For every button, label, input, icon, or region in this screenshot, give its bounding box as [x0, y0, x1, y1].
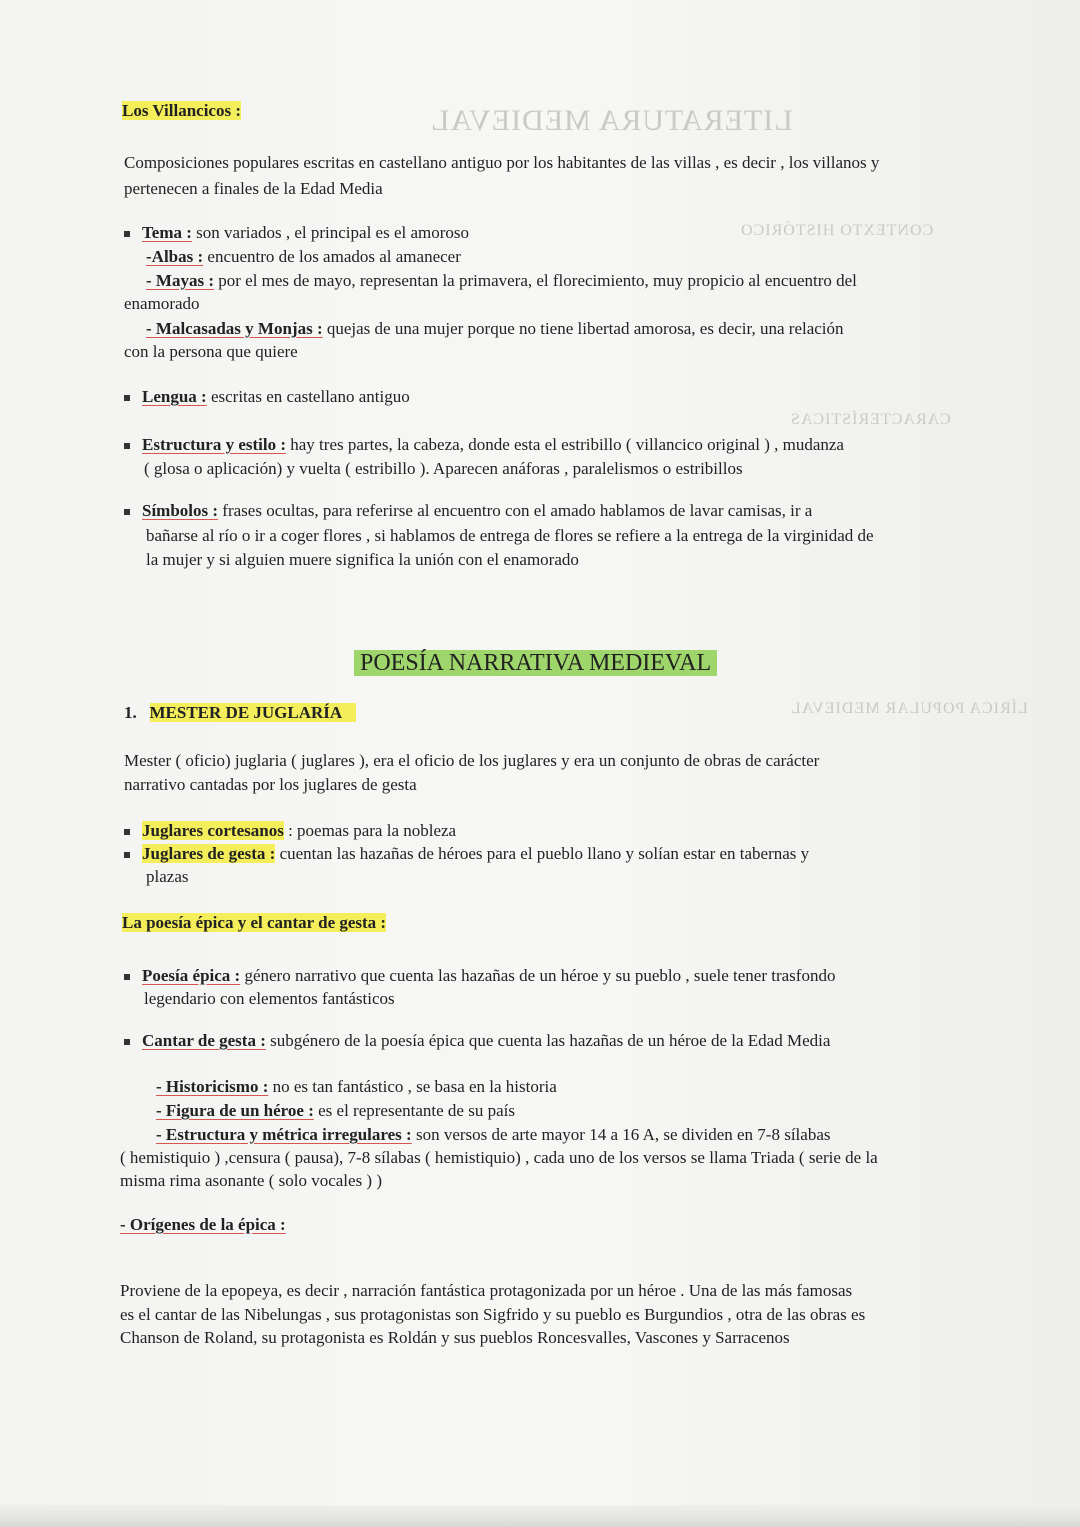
mayas-continuation: enamorado [124, 294, 200, 313]
estructura-metrica-item: - Estructura y métrica irregulares : son versos de arte mayor 14 a 16 A, se dividen en 7-8 sílabas [156, 1125, 831, 1144]
simbolos-continuation: bañarse al río o ir a coger flores , si hablamos de entrega de flores se refiere a la entrega de la virginidad de [146, 526, 874, 545]
simbolos-item: Símbolos : frases ocultas, para referirse al encuentro con el amado hablamos de lavar camisas, ir a [124, 500, 812, 521]
lengua-item: Lengua : escritas en castellano antiguo [124, 386, 410, 407]
estructura-metrica-continuation: ( hemistiquio ) ,censura ( pausa), 7-8 sílabas ( hemistiquio) , cada uno de los versos se llama Triada ( serie de la [120, 1148, 878, 1167]
bullet-icon [124, 1039, 130, 1045]
albas-item: -Albas : encuentro de los amados al amanecer [146, 247, 461, 266]
bullet-icon [124, 443, 130, 449]
origenes-paragraph-line: Proviene de la epopeya, es decir , narración fantástica protagonizada por un héroe . Una de las más famosas [120, 1281, 853, 1300]
show-through-heading: CARACTERÍSTICAS [790, 411, 951, 428]
villancicos-intro-line: Composiciones populares escritas en castellano antiguo por los habitantes de las villas , es decir , los villanos y [124, 153, 880, 172]
malcasadas-item: - Malcasadas y Monjas : quejas de una mujer porque no tiene libertad amorosa, es decir, una relación [146, 319, 844, 338]
estructura-continuation: ( glosa o aplicación) y vuelta ( estribillo ). Aparecen anáforas , paralelismos o estribillos [144, 459, 743, 478]
tema-item: Tema : son variados , el principal es el amoroso [124, 222, 469, 243]
origenes-paragraph-line: es el cantar de las Nibelungas , sus protagonistas son Sigfrido y su pueblo es Burgundios , otra de las obras es [120, 1305, 866, 1324]
bullet-icon [124, 852, 130, 858]
show-through-heading: LÍRICA POPULAR MEDIEVAL [790, 700, 1028, 717]
bullet-icon [124, 829, 130, 835]
cantar-gesta-item: Cantar de gesta : subgénero de la poesía épica que cuenta las hazañas de un héroe de la Edad Media [124, 1030, 830, 1051]
bullet-icon [124, 395, 130, 401]
estructura-metrica-continuation: misma rima asonante ( solo vocales ) ) [120, 1171, 383, 1190]
page-bottom-edge [0, 1505, 1080, 1527]
mester-paragraph-line: narrativo cantadas por los juglares de gesta [124, 775, 417, 794]
subsection-heading: 1. MESTER DE JUGLARÍA [124, 702, 356, 723]
poesia-epica-item: Poesía épica : género narrativo que cuenta las hazañas de un héroe y su pueblo , suele tener trasfondo [124, 965, 835, 986]
juglares-gesta-item: Juglares de gesta : cuentan las hazañas de héroes para el pueblo llano y solían estar en tabernas y [124, 843, 809, 864]
mester-paragraph-line: Mester ( oficio) juglaria ( juglares ), era el oficio de los juglares y era un conjunto de obras de carácter [124, 751, 820, 770]
bullet-icon [124, 974, 130, 980]
mayas-item: - Mayas : por el mes de mayo, representan la primavera, el florecimiento, muy propicio al encuentro del [146, 271, 857, 290]
poesia-epica-continuation: legendario con elementos fantásticos [144, 989, 395, 1008]
show-through-heading: CONTEXTO HISTÓRICO [740, 222, 934, 239]
simbolos-continuation: la mujer y si alguien muere significa la unión con el enamorado [146, 550, 579, 569]
juglares-cortesanos-item: Juglares cortesanos : poemas para la nobleza [124, 820, 456, 841]
villancicos-heading: Los Villancicos : [122, 101, 242, 120]
section-title: POESÍA NARRATIVA MEDIEVAL [354, 648, 717, 678]
show-through-title: LITERATURA MEDIEVAL [430, 104, 793, 137]
epica-heading: La poesía épica y el cantar de gesta : [122, 913, 387, 932]
historicismo-item: - Historicismo : no es tan fantástico , se basa en la historia [156, 1077, 557, 1096]
juglares-gesta-continuation: plazas [146, 867, 189, 886]
origenes-paragraph-line: Chanson de Roland, su protagonista es Roldán y sus pueblos Roncesvalles, Vascones y Sarracenos [120, 1328, 790, 1347]
villancicos-intro-line: pertenecen a finales de la Edad Media [124, 179, 383, 198]
figura-heroe-item: - Figura de un héroe : es el representante de su país [156, 1101, 515, 1120]
malcasadas-continuation: con la persona que quiere [124, 342, 298, 361]
estructura-item: Estructura y estilo : hay tres partes, la cabeza, donde esta el estribillo ( villancico original ) , mudanza [124, 434, 844, 455]
bullet-icon [124, 509, 130, 515]
origenes-heading: - Orígenes de la épica : [120, 1215, 286, 1234]
bullet-icon [124, 231, 130, 237]
